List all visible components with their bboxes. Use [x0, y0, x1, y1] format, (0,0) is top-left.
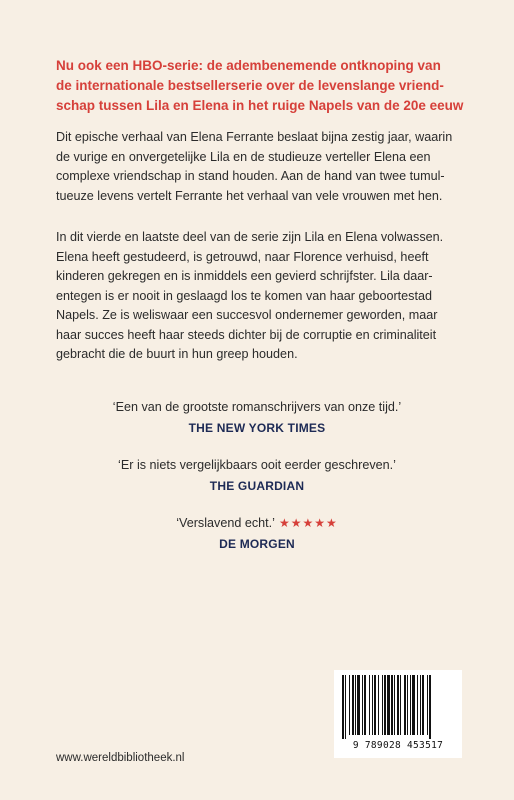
isbn-number: 9 789028 453517	[352, 740, 444, 751]
paragraph-line: haar succes heeft haar steeds dichter bij de corruptie en criminaliteit	[56, 327, 437, 342]
paragraph-line: complexe vriendschap in stand houden. Aan de hand van twee tumul-	[56, 169, 445, 183]
paragraph-line: Dit epische verhaal van Elena Ferrante beslaat bijna zestig jaar, waarin	[56, 130, 453, 144]
rating-stars-icon: ★★★★★	[278, 516, 338, 530]
quote-line	[0, 514, 514, 532]
paragraph-line: Napels. Ze is weliswaar een succesvol ondernemer geworden, maar	[56, 308, 438, 322]
paragraph-line: Elena heeft gestudeerd, is getrouwd, naar Florence verhuisd, heeft	[56, 249, 429, 264]
paragraph-line: entegen is er nooit in geslaagd los te komen van haar geboortestad	[56, 288, 432, 303]
quote-text: ‘Een van de grootste romanschrijvers van onze tijd.’	[112, 400, 402, 414]
paragraph-line: de vurige en onvergetelijke Lila en de studieuze verteller Elena een	[56, 149, 431, 164]
barcode-bars-icon	[340, 675, 456, 739]
review-quote-1	[0, 398, 514, 437]
intro-blurb	[56, 56, 466, 116]
description-paragraph-1	[56, 128, 468, 206]
review-quote-2	[0, 456, 514, 495]
barcode	[334, 670, 462, 758]
intro-line: schap tussen Lila en Elena in het ruige Napels van de 20e eeuw	[56, 98, 464, 113]
paragraph-line: gebracht die de buurt in hun greep houden.	[56, 347, 298, 361]
review-quote-3	[0, 514, 514, 553]
quote-text: ‘Er is niets vergelijkbaars ooit eerder geschreven.’	[118, 458, 396, 472]
intro-line: Nu ook een HBO-serie: de adembenemende ontknoping van	[56, 58, 441, 73]
intro-line: de internationale bestsellerserie over de levenslange vriend-	[56, 78, 444, 93]
quote-text: ‘Verslavend echt.’	[176, 516, 275, 530]
quote-source: DE MORGEN	[219, 537, 295, 551]
paragraph-line: tueuze levens vertelt Ferrante het verhaal van vele vrouwen met hen.	[56, 188, 443, 203]
description-paragraph-2	[56, 228, 468, 365]
paragraph-line: kinderen gekregen en is inmiddels een gevierd schrijfster. Lila daar-	[56, 269, 433, 283]
publisher-website: www.wereldbibliotheek.nl	[56, 752, 185, 764]
paragraph-line: In dit vierde en laatste deel van de serie zijn Lila en Elena volwassen.	[56, 230, 444, 244]
quote-source: THE GUARDIAN	[209, 479, 305, 493]
quote-source: THE NEW YORK TIMES	[188, 421, 326, 435]
